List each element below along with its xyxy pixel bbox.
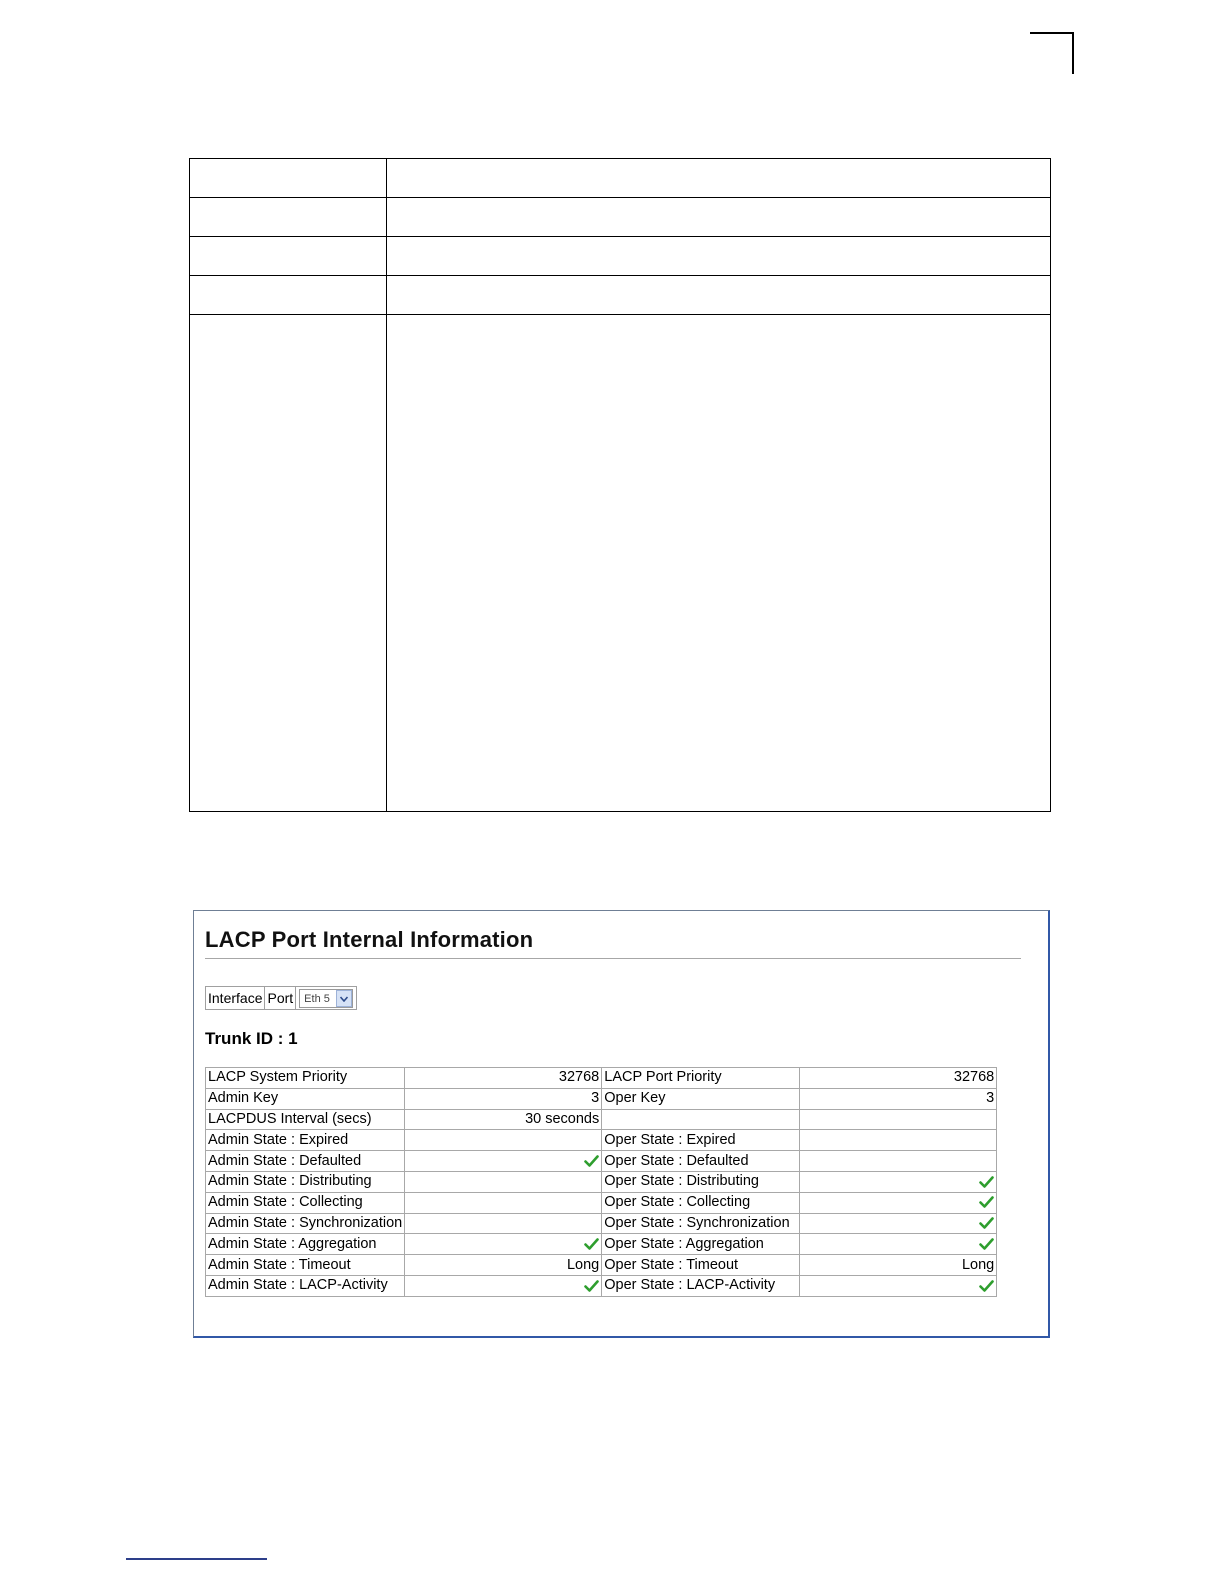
admin-label-cell [206, 1088, 405, 1109]
admin-value-cell [405, 1275, 602, 1296]
table-row [206, 1213, 997, 1234]
cell-text: Long [961, 1256, 995, 1273]
admin-label-cell [206, 1109, 405, 1130]
cell-text: Admin State : Synchronization [208, 1214, 403, 1231]
table-row [206, 1109, 997, 1130]
cell-text: Admin State : Expired [208, 1131, 349, 1148]
check-icon [979, 1194, 994, 1210]
admin-label-cell [206, 1151, 405, 1172]
cell-text: Admin State : Defaulted [208, 1152, 362, 1169]
admin-label-cell [206, 1275, 405, 1296]
oper-value-cell [800, 1151, 997, 1172]
oper-value-cell [800, 1255, 997, 1276]
check-icon [979, 1173, 994, 1189]
description-table-row [190, 237, 1051, 276]
table-row [206, 1088, 997, 1109]
oper-value-cell [800, 1234, 997, 1255]
page-title: LACP Port Internal Information [205, 927, 534, 952]
admin-value-cell [405, 1068, 602, 1089]
description-table-row [190, 198, 1051, 237]
cell-text: 30 seconds [525, 1110, 600, 1127]
port-label: Port [265, 987, 296, 1009]
cell-text: Oper State : Expired [604, 1131, 736, 1148]
admin-label-cell [206, 1130, 405, 1151]
cell-text: Oper State : LACP-Activity [604, 1277, 776, 1294]
description-table-row [190, 159, 1051, 198]
check-icon [979, 1215, 994, 1231]
admin-label-cell [206, 1068, 405, 1089]
table-row [206, 1234, 997, 1255]
check-icon [979, 1277, 994, 1293]
admin-label-cell [206, 1234, 405, 1255]
oper-label-cell [602, 1213, 800, 1234]
oper-value-cell [800, 1130, 997, 1151]
admin-value-cell [405, 1109, 602, 1130]
cell-text: LACP System Priority [208, 1069, 348, 1086]
admin-label-cell [206, 1171, 405, 1192]
title-divider [205, 958, 1021, 959]
check-icon [584, 1153, 599, 1169]
table-row [206, 1192, 997, 1213]
cell-text: Oper State : Defaulted [604, 1152, 749, 1169]
lacp-info-table [205, 1067, 997, 1297]
trunk-id: Trunk ID : 1 [205, 1029, 298, 1048]
interface-selector [205, 986, 357, 1010]
admin-label-cell [206, 1255, 405, 1276]
crop-mark-horizontal [1030, 32, 1074, 34]
cell-text: 32768 [558, 1069, 600, 1086]
crop-mark-vertical [1072, 32, 1074, 74]
cell-text: Oper Key [604, 1090, 666, 1107]
table-row [206, 1130, 997, 1151]
cell-text: Admin State : LACP-Activity [208, 1277, 388, 1294]
admin-label-cell [206, 1192, 405, 1213]
oper-label-cell [602, 1275, 800, 1296]
admin-value-cell [405, 1171, 602, 1192]
admin-value-cell [405, 1255, 602, 1276]
cell-text: Admin State : Aggregation [208, 1235, 377, 1252]
port-select-value: Eth 5 [304, 992, 330, 1005]
cell-text: Oper State : Aggregation [604, 1235, 764, 1252]
oper-label-cell [602, 1151, 800, 1172]
footer-rule [126, 1558, 267, 1560]
oper-label-cell [602, 1109, 800, 1130]
oper-label-cell [602, 1192, 800, 1213]
interface-label: Interface [206, 987, 265, 1009]
admin-value-cell [405, 1151, 602, 1172]
cell-text: LACP Port Priority [604, 1069, 722, 1086]
cell-text: Admin State : Distributing [208, 1173, 372, 1190]
table-row [206, 1255, 997, 1276]
lacp-port-internal-panel [193, 910, 1050, 1338]
cell-text: Admin Key [208, 1090, 279, 1107]
description-table-row [190, 315, 1051, 812]
check-icon [584, 1236, 599, 1252]
admin-value-cell [405, 1192, 602, 1213]
cell-text: Oper State : Distributing [604, 1173, 759, 1190]
admin-label-cell [206, 1213, 405, 1234]
cell-text: Admin State : Collecting [208, 1194, 363, 1211]
cell-text: LACPDUS Interval (secs) [208, 1110, 372, 1127]
admin-value-cell [405, 1213, 602, 1234]
admin-value-cell [405, 1234, 602, 1255]
table-row [206, 1151, 997, 1172]
table-row [206, 1275, 997, 1296]
description-table-row [190, 276, 1051, 315]
cell-text: Admin State : Timeout [208, 1256, 351, 1273]
cell-text: Oper State : Timeout [604, 1256, 739, 1273]
check-icon [979, 1236, 994, 1252]
oper-value-cell [800, 1109, 997, 1130]
check-icon [584, 1277, 599, 1293]
cell-text: Long [566, 1256, 600, 1273]
oper-label-cell [602, 1068, 800, 1089]
oper-value-cell [800, 1275, 997, 1296]
cell-text: 3 [591, 1090, 600, 1107]
admin-value-cell [405, 1130, 602, 1151]
cell-text: 3 [986, 1090, 995, 1107]
cell-text: Oper State : Collecting [604, 1194, 751, 1211]
cell-text: Oper State : Synchronization [604, 1214, 790, 1231]
oper-value-cell [800, 1088, 997, 1109]
port-select[interactable] [299, 989, 353, 1008]
cell-text: 32768 [953, 1069, 995, 1086]
oper-label-cell [602, 1255, 800, 1276]
table-row [206, 1068, 997, 1089]
oper-value-cell [800, 1213, 997, 1234]
chevron-down-icon[interactable] [336, 990, 352, 1007]
admin-value-cell [405, 1088, 602, 1109]
description-table [189, 158, 1051, 812]
oper-label-cell [602, 1088, 800, 1109]
oper-value-cell [800, 1192, 997, 1213]
table-row [206, 1171, 997, 1192]
oper-value-cell [800, 1171, 997, 1192]
oper-value-cell [800, 1068, 997, 1089]
oper-label-cell [602, 1171, 800, 1192]
oper-label-cell [602, 1234, 800, 1255]
oper-label-cell [602, 1130, 800, 1151]
